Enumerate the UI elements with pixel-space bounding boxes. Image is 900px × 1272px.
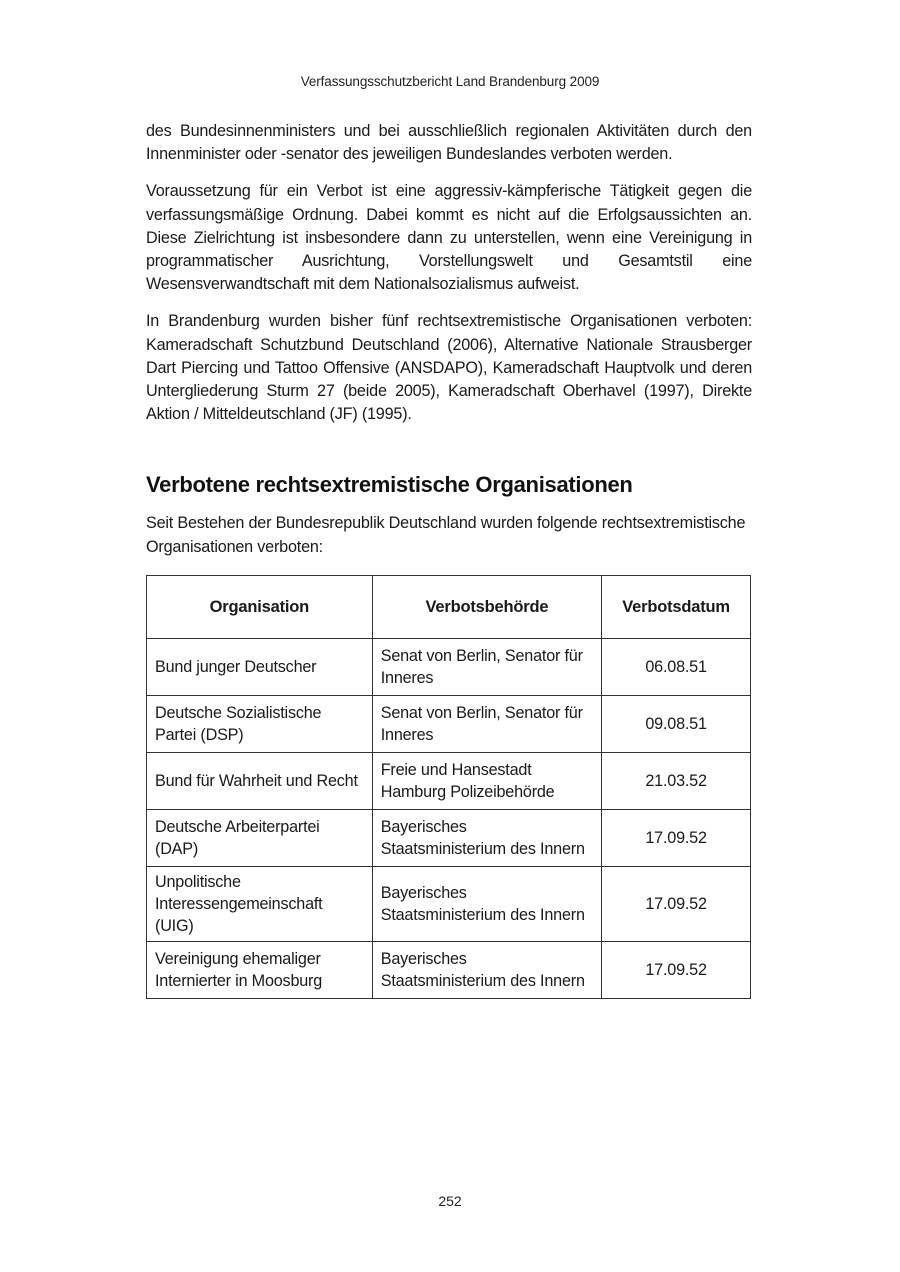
cell-organisation: Bund junger Deutscher bbox=[147, 638, 373, 695]
cell-date: 17.09.52 bbox=[602, 866, 751, 941]
table-row bbox=[147, 809, 751, 866]
cell-authority: Senat von Berlin, Senator für Inneres bbox=[372, 638, 601, 695]
table-row bbox=[147, 638, 751, 695]
header-verbotsbehoerde: Verbotsbehörde bbox=[372, 575, 601, 638]
cell-authority: Bayerisches Staatsministerium des Innern bbox=[372, 941, 601, 998]
cell-organisation: Vereinigung ehemaliger Internierter in Moosburg bbox=[147, 941, 373, 998]
table-row bbox=[147, 752, 751, 809]
table-intro: Seit Bestehen der Bundesrepublik Deutschland wurden folgende rechtsextremistische Organisationen verboten: bbox=[146, 514, 746, 556]
running-header: Verfassungsschutzbericht Land Brandenburg 2009 bbox=[300, 74, 600, 89]
cell-organisation: Deutsche Sozialistische Partei (DSP) bbox=[147, 695, 373, 752]
page-content bbox=[146, 120, 752, 999]
table-row bbox=[147, 941, 751, 998]
table-header-row bbox=[147, 575, 751, 638]
cell-date: 21.03.52 bbox=[602, 752, 751, 809]
cell-organisation: Bund für Wahrheit und Recht bbox=[147, 752, 373, 809]
cell-date: 17.09.52 bbox=[602, 809, 751, 866]
header-verbotsdatum: Verbotsdatum bbox=[602, 575, 751, 638]
banned-organisations-table bbox=[146, 575, 751, 999]
body-paragraph-3: In Brandenburg wurden bisher fünf rechtsextremistische Organisationen verboten: Kameradschaft Schutzbund Deutschland (2006), Alternative Nationale Strausberger Dart Piercing und Tattoo Offensive (ANSDAPO), Kameradschaft Hauptvolk und deren Untergliederung Sturm 27 (beide 2005), Kameradschaft Oberhavel (1997), Direkte Aktion / Mitteldeutschland (JF) (1995). bbox=[146, 312, 752, 424]
table-row bbox=[147, 695, 751, 752]
section-heading: Verbotene rechtsextremistische Organisationen bbox=[146, 472, 633, 498]
cell-date: 17.09.52 bbox=[602, 941, 751, 998]
header-organisation: Organisation bbox=[147, 575, 373, 638]
cell-date: 06.08.51 bbox=[602, 638, 751, 695]
page-number: 252 bbox=[438, 1193, 462, 1209]
cell-organisation: Deutsche Arbeiterpartei (DAP) bbox=[147, 809, 373, 866]
cell-authority: Freie und Hansestadt Hamburg Polizeibehörde bbox=[372, 752, 601, 809]
cell-organisation: Unpolitische Interessengemeinschaft (UIG) bbox=[147, 866, 373, 941]
cell-authority: Bayerisches Staatsministerium des Innern bbox=[372, 809, 601, 866]
body-paragraph-1: des Bundesinnenministers und bei ausschließlich regionalen Aktivitäten durch den Innenminister oder -senator des jeweiligen Bundeslandes verboten werden. bbox=[146, 122, 752, 164]
cell-authority: Bayerisches Staatsministerium des Innern bbox=[372, 866, 601, 941]
table-row bbox=[147, 866, 751, 941]
body-paragraph-2: Voraussetzung für ein Verbot ist eine aggressiv-kämpferische Tätigkeit gegen die verfassungsmäßige Ordnung. Dabei kommt es nicht auf die Erfolgsaussichten an. Diese Zielrichtung ist insbesondere dann zu unterstellen, wenn eine Vereinigung in programmatischer Ausrichtung, Vorstellungswelt und Gesamtstil eine Wesensverwandtschaft mit dem Nationalsozialismus aufweist. bbox=[146, 182, 752, 294]
cell-authority: Senat von Berlin, Senator für Inneres bbox=[372, 695, 601, 752]
cell-date: 09.08.51 bbox=[602, 695, 751, 752]
